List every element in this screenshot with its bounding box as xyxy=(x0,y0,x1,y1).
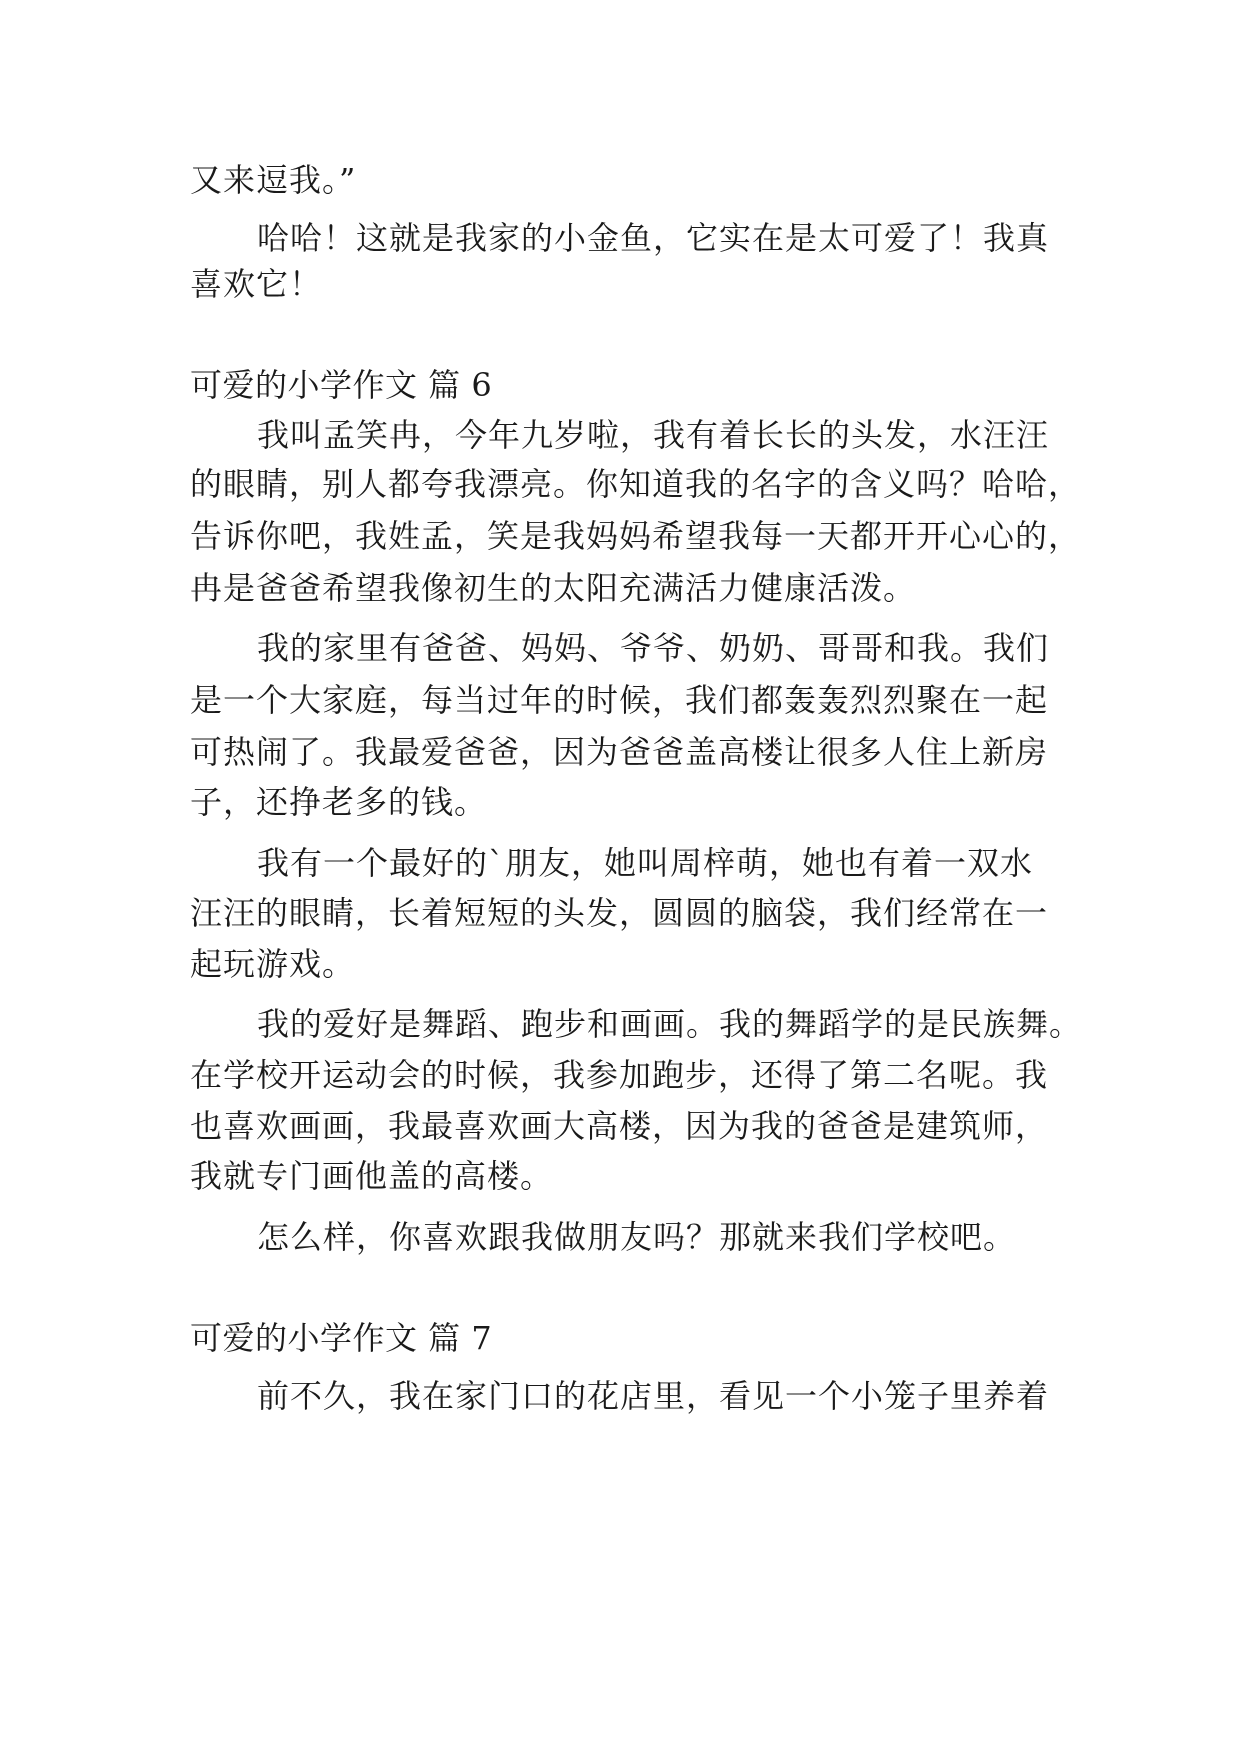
paragraph-line: 前不久，我在家门口的花店里，看见一个小笼子里养着 xyxy=(257,1377,1050,1415)
paragraph-line: 我的家里有爸爸、妈妈、爷爷、奶奶、哥哥和我。我们 xyxy=(257,629,1050,667)
text-line: 也喜欢画画，我最喜欢画大高楼，因为我的爸爸是建筑师， xyxy=(190,1107,1049,1145)
text-line: 又来逗我。” xyxy=(190,161,357,199)
text-line: 告诉你吧，我姓孟，笑是我妈妈希望我每一天都开开心心的， xyxy=(190,517,1082,555)
paragraph-line: 我有一个最好的`朋友，她叫周梓萌，她也有着一双水 xyxy=(257,844,1034,882)
text-line: 冉是爸爸希望我像初生的太阳充满活力健康活泼。 xyxy=(190,569,917,607)
paragraph-line: 我的爱好是舞蹈、跑步和画画。我的舞蹈学的是民族舞。 xyxy=(257,1005,1083,1043)
text-line: 在学校开运动会的时候，我参加跑步，还得了第二名呢。我 xyxy=(190,1056,1049,1094)
text-line: 可热闹了。我最爱爸爸，因为爸爸盖高楼让很多人住上新房 xyxy=(190,733,1049,771)
text-line: 汪汪的眼睛，长着短短的头发，圆圆的脑袋，我们经常在一 xyxy=(190,894,1049,932)
text-line: 喜欢它！ xyxy=(190,265,323,303)
text-line: 子，还挣老多的钱。 xyxy=(190,783,488,821)
paragraph-line: 哈哈！这就是我家的小金鱼，它实在是太可爱了！我真 xyxy=(257,219,1050,257)
text-line: 是一个大家庭，每当过年的时候，我们都轰轰烈烈聚在一起 xyxy=(190,681,1049,719)
text-line: 的眼睛，别人都夸我漂亮。你知道我的名字的含义吗？哈哈， xyxy=(190,465,1082,503)
paragraph-line: 怎么样，你喜欢跟我做朋友吗？那就来我们学校吧。 xyxy=(257,1218,1017,1256)
section-heading: 可爱的小学作文 篇 6 xyxy=(190,366,493,404)
text-line: 我就专门画他盖的高楼。 xyxy=(190,1157,554,1195)
text-line: 起玩游戏。 xyxy=(190,945,356,983)
section-heading: 可爱的小学作文 篇 7 xyxy=(190,1319,493,1357)
paragraph-line: 我叫孟笑冉，今年九岁啦，我有着长长的头发，水汪汪 xyxy=(257,416,1050,454)
